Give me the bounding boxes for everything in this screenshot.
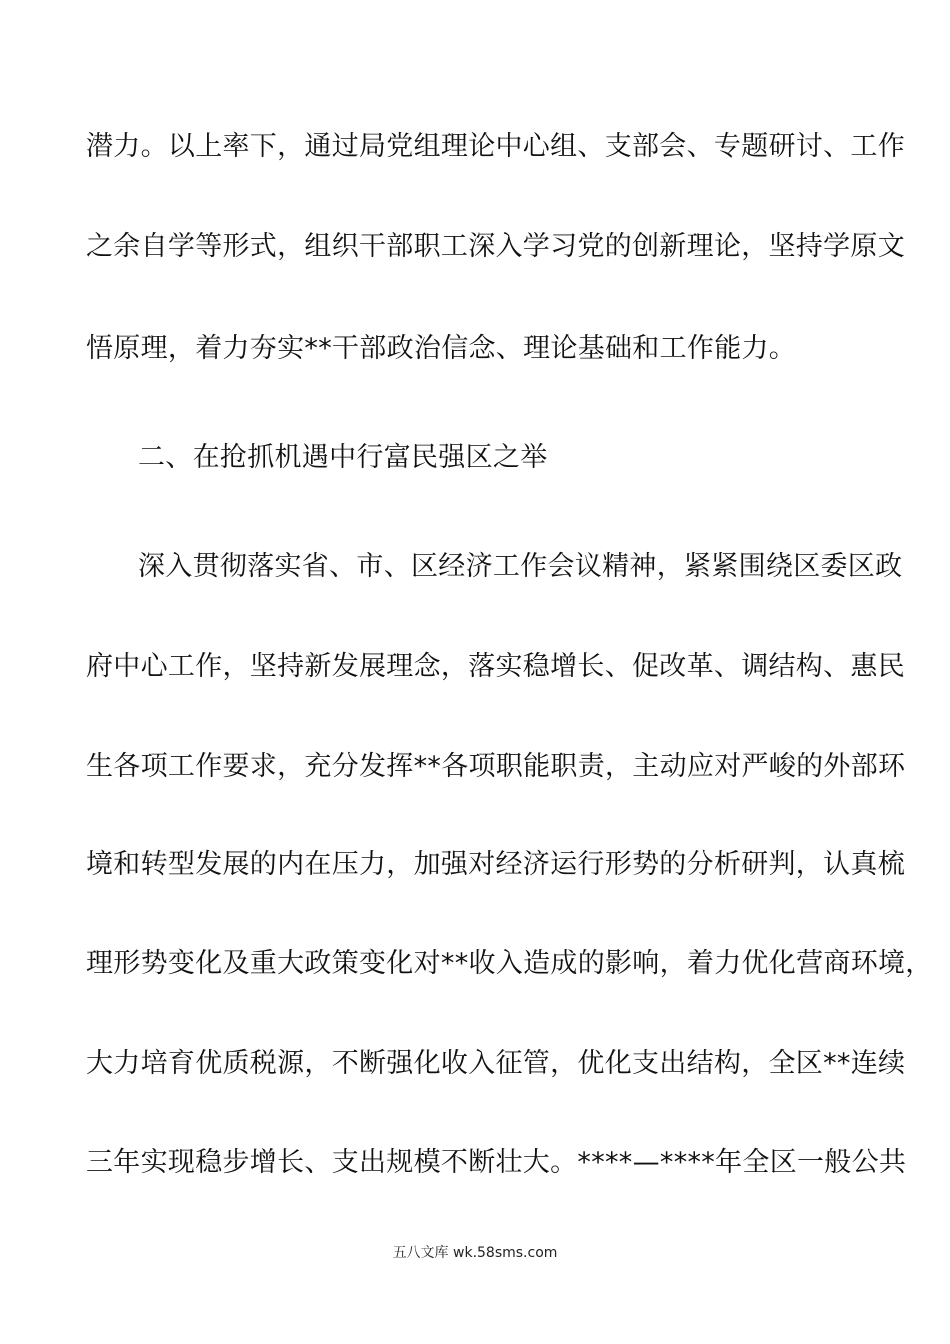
- paragraph-line: 府中心工作，坚持新发展理念，落实稳增长、促改革、调结构、惠民: [86, 651, 905, 682]
- section-heading: 二、在抢抓机遇中行富民强区之举: [138, 442, 548, 473]
- paragraph-line: 理形势变化及重大政策变化对**收入造成的影响，着力优化营商环境，: [86, 948, 933, 979]
- paragraph-line: 深入贯彻落实省、市、区经济工作会议精神，紧紧围绕区委区政: [138, 551, 903, 582]
- paragraph-line: 境和转型发展的内在压力，加强对经济运行形势的分析研判，认真梳: [86, 849, 905, 880]
- paragraph-line: 大力培育优质税源，不断强化收入征管，优化支出结构，全区**连续: [86, 1048, 906, 1079]
- paragraph-line: 生各项工作要求，充分发挥**各项职能职责，主动应对严峻的外部环: [86, 751, 906, 782]
- paragraph-line: 悟原理，着力夯实**干部政治信念、理论基础和工作能力。: [86, 333, 797, 364]
- paragraph-line: 潜力。以上率下，通过局党组理论中心组、支部会、专题研讨、工作: [86, 131, 905, 162]
- paragraph-line: 三年实现稳步增长、支出规模不断壮大。****—****年全区一般公共: [86, 1147, 907, 1178]
- footer-watermark: 五八文库 wk.58sms.com: [392, 1245, 558, 1261]
- paragraph-line: 之余自学等形式，组织干部职工深入学习党的创新理论，坚持学原文: [86, 231, 905, 262]
